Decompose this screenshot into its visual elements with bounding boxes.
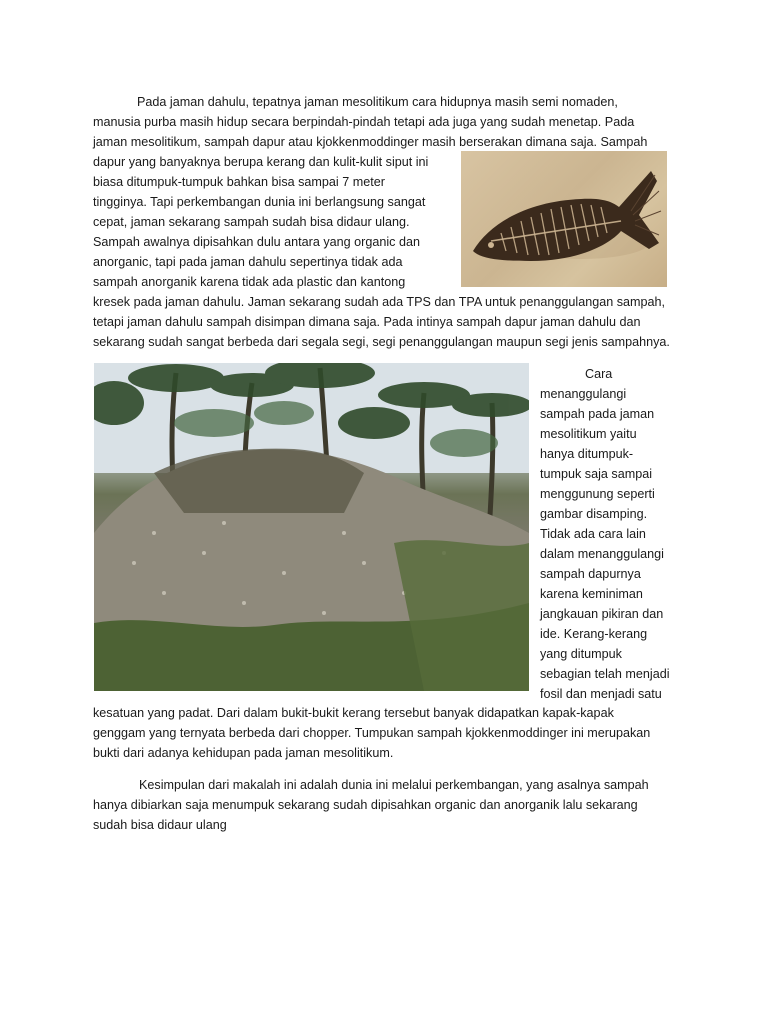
paragraph-line: manusia purba masih hidup secara berpindah-pindah tetapi ada juga yang sudah menetap. Pada [93,115,635,129]
paragraph-line: tingginya. Tapi perkembangan dunia ini berlangsung sangat [93,195,426,209]
paragraph-line: Pada jaman dahulu, tepatnya jaman mesolitikum cara hidupnya masih semi nomaden, [137,95,618,109]
paragraph-line: tetapi jaman dahulu sampah disimpan dimana saja. Pada intinya sampah dapur jaman dahulu dan [93,315,641,329]
paragraph-line: menanggulangi [540,387,627,401]
paragraph-line: menggunung seperti [540,487,655,501]
paragraph-line: yang ditumpuk [540,647,622,661]
paragraph-line: sampah anorganik karena tidak ada plastic dan kantong [93,275,406,289]
paragraph-line: fosil dan menjadi satu [540,687,662,701]
fish-fossil-image [461,151,667,287]
paragraph-line: mesolitikum yaitu [540,427,637,441]
paragraph-line: anorganic, tapi pada jaman dahulu sepertinya tidak ada [93,255,403,269]
paragraph-line: dalam menanggulangi [540,547,664,561]
paragraph-line: sampah pada jaman [540,407,655,421]
paragraph-line: jangkauan pikiran dan [540,607,664,621]
paragraph-line: genggam yang ternyata berbeda dari chopper. Tumpukan sampah kjokkenmoddinger ini merupakan [93,726,651,740]
paragraph-line: tumpuk saja sampai [540,467,652,481]
paragraph-line: bukti dari adanya kehidupan pada jaman mesolitikum. [93,746,394,760]
paragraph-line: kesatuan yang padat. Dari dalam bukit-bukit kerang tersebut banyak didapatkan kapak-kapak [93,706,614,720]
paragraph-line: sudah bisa didaur ulang [93,818,227,832]
paragraph-line: ide. Kerang-kerang [540,627,648,641]
paragraph-line: jaman mesolitikum, sampah dapur atau kjokkenmoddinger masih berserakan dimana saja. Sampah [93,135,648,149]
paragraph-line: Tidak ada cara lain [540,527,646,541]
paragraph-line: Sampah awalnya dipisahkan dulu antara yang organic dan [93,235,420,249]
paragraph-line: sampah dapurnya [540,567,641,581]
paragraph-line: hanya ditumpuk- [540,447,634,461]
paragraph-line: kresek pada jaman dahulu. Jaman sekarang sudah ada TPS dan TPA untuk penanggulangan sampah, [93,295,666,309]
paragraph-line: karena keminiman [540,587,643,601]
paragraph-line: cepat, jaman sekarang sampah sudah bisa didaur ulang. [93,215,410,229]
paragraph-line: hanya dibiarkan saja menumpuk sekarang sudah dipisahkan organic dan anorganik lalu sekarang [93,798,638,812]
paragraph-line: Kesimpulan dari makalah ini adalah dunia ini melalui perkembangan, yang asalnya sampah [139,778,649,792]
paragraph-line: dapur yang banyaknya berupa kerang dan kulit-kulit siput ini [93,155,429,169]
paragraph-line: Cara [585,367,613,381]
paragraph-line: gambar disamping. [540,507,648,521]
paragraph-line: biasa ditumpuk-tumpuk bahkan bisa sampai 7 meter [93,175,385,189]
paragraph-line: sebagian telah menjadi [540,667,670,681]
paragraph-line: sekarang sudah sangat berbeda dari segala segi, segi penanggulangan maupun segi jenis sampahnya. [93,335,670,349]
fish-fossil-icon [461,151,667,287]
shell-midden-icon [94,363,529,691]
shell-midden-image [94,363,529,691]
